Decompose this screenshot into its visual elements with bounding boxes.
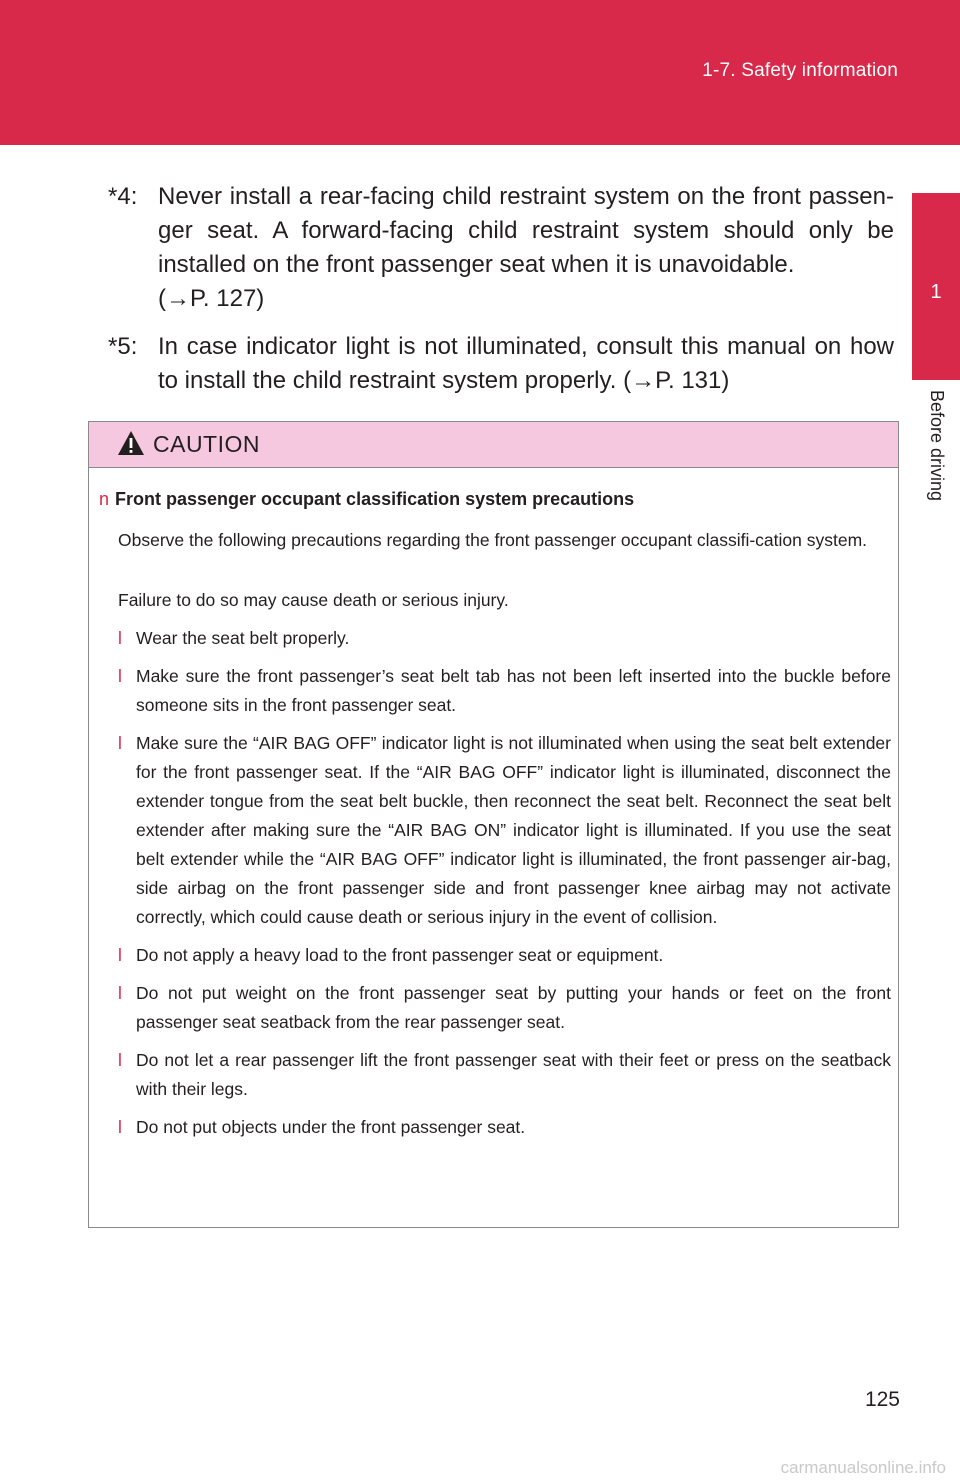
- list-item: l Make sure the front passenger’s seat belt tab has not been left inserted into the buckle before someone sits in the front passenger seat.: [109, 662, 891, 720]
- caution-title: CAUTION: [153, 431, 260, 457]
- bullet-icon: l: [118, 1117, 122, 1137]
- footnote-marker: *5:: [108, 333, 138, 360]
- footnote-4: [108, 180, 894, 316]
- page-number: 125: [864, 1388, 900, 1411]
- chapter-number: 1: [930, 281, 942, 303]
- bullet-icon: l: [118, 945, 122, 965]
- footnote-5: [108, 330, 894, 398]
- section-title: 1-7. Safety information: [702, 60, 898, 81]
- caution-intro: Observe the following precautions regarding the front passenger occupant classifi-cation system.: [118, 530, 868, 550]
- list-item: l Do not put weight on the front passenger seat by putting your hands or feet on the front passenger seat seatback from the rear passenger seat.: [109, 979, 891, 1037]
- warning-triangle-icon: [117, 430, 145, 456]
- page-header: [0, 0, 960, 145]
- list-item: l Do not let a rear passenger lift the front passenger seat with their feet or press on the seatback with their legs.: [109, 1046, 891, 1104]
- section-marker-icon: n: [99, 489, 110, 509]
- footnote-marker: *4:: [108, 183, 138, 210]
- caution-box: [88, 421, 899, 1228]
- bullet-icon: l: [118, 666, 122, 686]
- bullet-icon: l: [118, 983, 122, 1003]
- chapter-label: Before driving: [927, 390, 947, 502]
- list-item: l Make sure the “AIR BAG OFF” indicator light is not illuminated when using the seat belt extender for the front passenger seat. If the “AIR BAG OFF” indicator light is illuminated, disconnect the extender tongue from the seat belt buckle, then reconnect the seat belt. Reconnect the seat belt extender after making sure the “AIR BAG ON” indicator light is illuminated. If you use the seat belt extender while the “AIR BAG OFF” indicator light is illuminated, the front passenger air-bag, side airbag on the front passenger side and front passenger knee airbag may not activate correctly, which could cause death or serious injury in the event of collision.: [109, 729, 891, 932]
- bullet-icon: l: [118, 733, 122, 753]
- caution-header: [89, 422, 898, 468]
- caution-section-title: n Front passenger occupant classification system precautions: [99, 489, 635, 509]
- caution-warning: Failure to do so may cause death or serious injury.: [118, 590, 509, 610]
- list-item: l Wear the seat belt properly.: [109, 624, 891, 653]
- page-reference: (→P. 127): [158, 285, 265, 312]
- bullet-icon: l: [118, 1050, 122, 1070]
- bullet-icon: l: [118, 628, 122, 648]
- chapter-label-container: [912, 390, 960, 540]
- caution-bullet-list: [109, 624, 891, 1151]
- footnote-text: Never install a rear-facing child restraint system on the front passen-ger seat. A forward-facing child restraint system should only be installed on the front passenger seat when it is unavoidable. (→P. 127): [158, 183, 894, 312]
- list-item: l Do not put objects under the front passenger seat.: [109, 1113, 891, 1142]
- chapter-tab: [912, 193, 960, 380]
- list-item: l Do not apply a heavy load to the front passenger seat or equipment.: [109, 941, 891, 970]
- watermark: carmanualsonline.info: [780, 1458, 946, 1477]
- footnote-text: In case indicator light is not illuminated, consult this manual on how to install the child restraint system properly. (→P. 131): [158, 333, 894, 394]
